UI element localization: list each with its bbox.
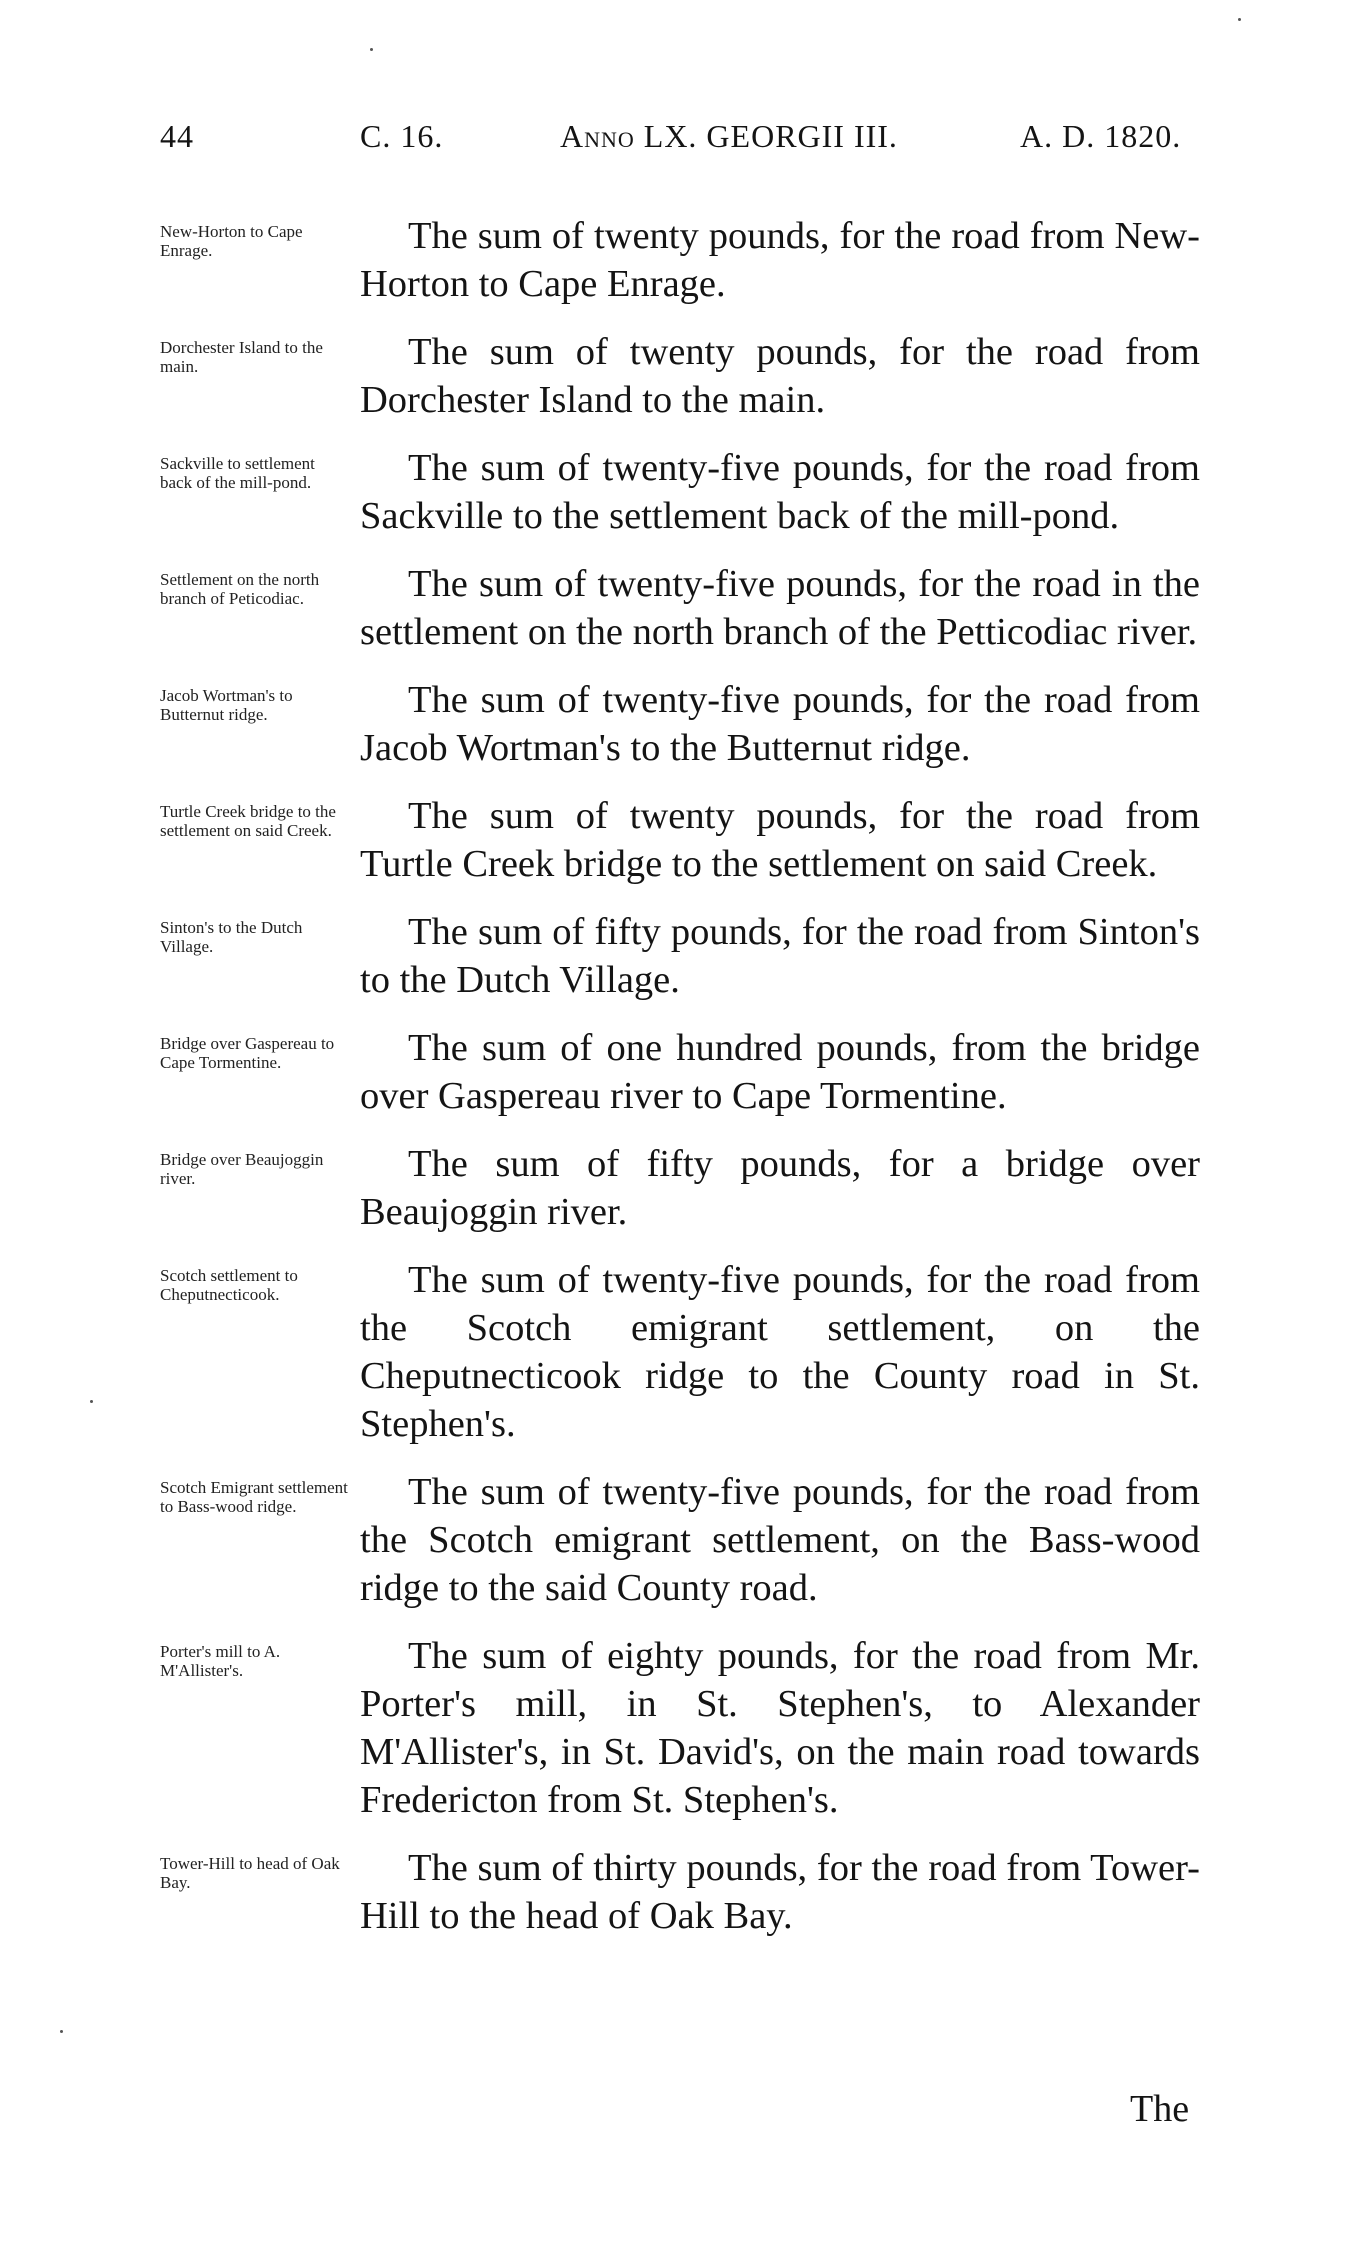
appropriation-entry [160, 1024, 1200, 1120]
marginal-note: Settlement on the north branch of Peticodiac. [160, 570, 320, 608]
entry-text: The sum of twenty-five pounds, for the road from Sackville to the settlement back of the mill-pond. [360, 447, 1200, 537]
entry-text: The sum of eighty pounds, for the road from Mr. Porter's mill, in St. Stephen's, to Alexander M'Allister's, in St. David's, on the main road towards Fredericton from St. Stephen's. [360, 1635, 1200, 1821]
catchword: The [1130, 2088, 1190, 2130]
appropriation-entry [160, 1468, 1200, 1612]
marginal-note: Scotch settlement to Cheputnecticook. [160, 1266, 298, 1304]
scan-speck [60, 2030, 63, 2033]
chapter-number: C. 16. [360, 118, 444, 154]
scan-speck [370, 48, 373, 51]
entry-text: The sum of twenty pounds, for the road from Turtle Creek bridge to the settlement on said Creek. [360, 795, 1200, 885]
marginal-note: New-Horton to Cape Enrage. [160, 222, 303, 260]
marginal-note: Turtle Creek bridge to the settlement on said Creek. [160, 802, 336, 840]
page-number: 44 [160, 118, 194, 154]
appropriation-entry [160, 1844, 1200, 1940]
appropriation-entry [160, 212, 1200, 308]
running-head [160, 118, 1200, 168]
regnal-year: Anno LX. GEORGII III. [560, 118, 898, 154]
entry-text: The sum of fifty pounds, for a bridge over Beaujoggin river. [360, 1143, 1200, 1233]
marginal-note: Sinton's to the Dutch Village. [160, 918, 303, 956]
entry-text: The sum of twenty-five pounds, for the road in the settlement on the north branch of the Petticodiac river. [360, 563, 1200, 653]
marginal-note: Bridge over Beaujoggin river. [160, 1150, 324, 1188]
marginal-note: Bridge over Gaspereau to Cape Tormentine. [160, 1034, 335, 1072]
appropriation-entry [160, 1632, 1200, 1824]
entry-text: The sum of thirty pounds, for the road from Tower-Hill to the head of Oak Bay. [360, 1847, 1200, 1937]
calendar-year: A. D. 1820. [1020, 118, 1182, 154]
entry-text: The sum of fifty pounds, for the road from Sinton's to the Dutch Village. [360, 911, 1200, 1001]
marginal-note: Sackville to settlement back of the mill-pond. [160, 454, 315, 492]
marginal-note: Jacob Wortman's to Butternut ridge. [160, 686, 293, 724]
marginal-note: Tower-Hill to head of Oak Bay. [160, 1854, 340, 1892]
entry-text: The sum of twenty-five pounds, for the road from the Scotch emigrant settlement, on the Bass-wood ridge to the said County road. [360, 1471, 1200, 1609]
appropriation-entry [160, 792, 1200, 888]
appropriation-entry [160, 1140, 1200, 1236]
appropriation-entry [160, 676, 1200, 772]
marginal-note: Scotch Emigrant settlement to Bass-wood ridge. [160, 1478, 348, 1516]
entry-text: The sum of twenty pounds, for the road from Dorchester Island to the main. [360, 331, 1200, 421]
appropriation-entry [160, 908, 1200, 1004]
appropriation-list [160, 212, 1200, 1960]
appropriation-entry [160, 1256, 1200, 1448]
entry-text: The sum of twenty pounds, for the road from New-Horton to Cape Enrage. [360, 215, 1200, 305]
scan-speck [1238, 18, 1241, 21]
marginal-note: Porter's mill to A. M'Allister's. [160, 1642, 281, 1680]
appropriation-entry [160, 560, 1200, 656]
entry-text: The sum of twenty-five pounds, for the road from Jacob Wortman's to the Butternut ridge. [360, 679, 1200, 769]
appropriation-entry [160, 444, 1200, 540]
appropriation-entry [160, 328, 1200, 424]
entry-text: The sum of twenty-five pounds, for the road from the Scotch emigrant settlement, on the Cheputnecticook ridge to the County road in St. Stephen's. [360, 1259, 1200, 1445]
scan-speck [90, 1400, 93, 1403]
marginal-note: Dorchester Island to the main. [160, 338, 323, 376]
entry-text: The sum of one hundred pounds, from the bridge over Gaspereau river to Cape Tormentine. [360, 1027, 1200, 1117]
